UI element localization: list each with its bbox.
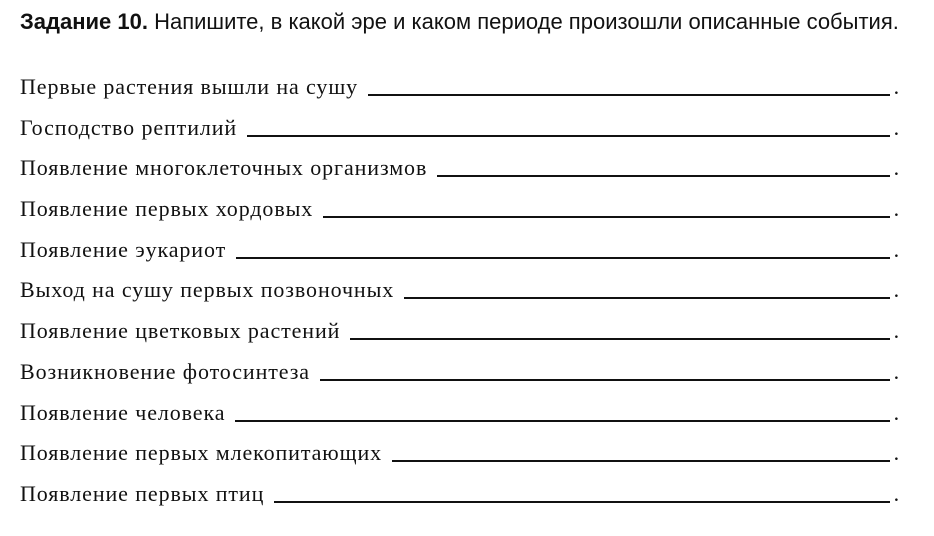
line-end-period: . (893, 318, 900, 344)
question-row (20, 481, 900, 522)
question-label: Появление человека (20, 399, 226, 425)
answer-blank[interactable] (274, 485, 889, 503)
line-end-period: . (893, 196, 900, 222)
question-label: Появление эукариот (20, 236, 227, 262)
question-row (20, 115, 900, 156)
answer-blank[interactable] (236, 241, 889, 259)
line-end-period: . (893, 155, 900, 181)
answer-blank[interactable] (368, 78, 890, 96)
question-row (20, 74, 900, 115)
question-label: Появление многоклеточных организмов (20, 155, 428, 181)
task-instruction: Напишите, в какой эре и каком периоде произошли описанные события. (154, 9, 899, 34)
question-label: Появление первых птиц (20, 480, 265, 506)
question-label: Возникновение фотосинтеза (20, 358, 310, 384)
line-end-period: . (893, 277, 900, 303)
line-end-period: . (893, 74, 900, 99)
line-end-period: . (893, 236, 900, 262)
line-end-period: . (893, 399, 900, 425)
question-row (20, 318, 900, 359)
question-label: Первые растения вышли на сушу (20, 74, 359, 99)
answer-blank[interactable] (350, 322, 889, 340)
task-number: Задание 10. (20, 9, 148, 34)
question-list (20, 74, 900, 522)
question-row (20, 196, 900, 237)
task-header (20, 8, 910, 35)
question-label: Выход на сушу первых позвоночных (20, 277, 395, 303)
line-end-period: . (893, 114, 900, 140)
answer-blank[interactable] (404, 281, 889, 299)
question-label: Появление первых хордовых (20, 196, 314, 222)
answer-blank[interactable] (320, 363, 890, 381)
line-end-period: . (893, 358, 900, 384)
question-row (20, 155, 900, 196)
answer-blank[interactable] (323, 200, 889, 218)
question-label: Появление цветковых растений (20, 318, 341, 344)
line-end-period: . (893, 440, 900, 466)
answer-blank[interactable] (247, 119, 889, 137)
question-row (20, 277, 900, 318)
answer-blank[interactable] (235, 404, 889, 422)
line-end-period: . (893, 480, 900, 506)
question-label: Господство рептилий (20, 114, 238, 140)
answer-blank[interactable] (437, 159, 889, 177)
question-label: Появление первых млекопитающих (20, 440, 383, 466)
answer-blank[interactable] (392, 444, 890, 462)
question-row (20, 359, 900, 400)
question-row (20, 440, 900, 481)
question-row (20, 400, 900, 441)
question-row (20, 237, 900, 278)
